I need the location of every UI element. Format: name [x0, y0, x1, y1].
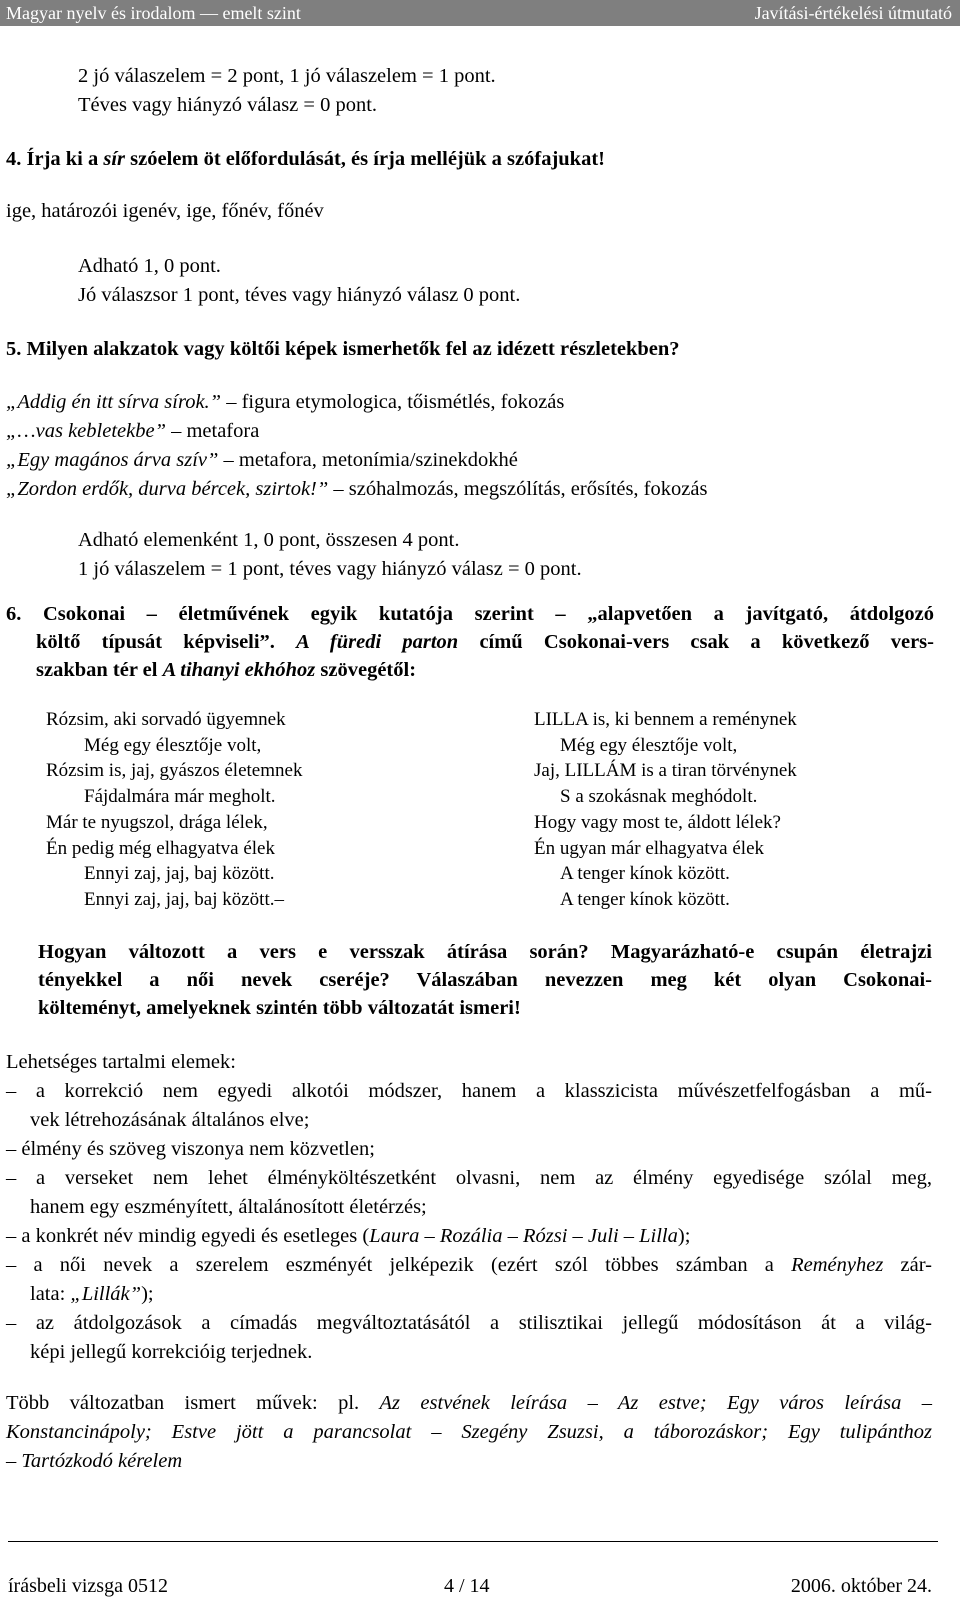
footer-page-number: 4 / 14 [444, 1575, 490, 1597]
q5-row: „Zordon erdők, durva bércek, szirtok!” – szóhalmozás, megszólítás, erősítés, fokozás [6, 478, 708, 500]
content-heading: Lehetséges tartalmi elemek: [6, 1051, 236, 1073]
content-item-cont: hanem egy eszményített, általánosított életérzés; [30, 1196, 427, 1218]
question-6-line-2: költő típusát képviseli”. A füredi parton című Csokonai-vers csak a következő vers- [36, 631, 934, 653]
task-question-line-3: költeményt, amelyeknek szintén több változatát ismeri! [38, 997, 521, 1019]
q5-row: „Addig én itt sírva sírok.” – figura etymologica, tőismétlés, fokozás [6, 391, 565, 413]
poem-line: Ennyi zaj, jaj, baj között. [84, 863, 275, 885]
header-doc-type: Javítási-értékelési útmutató [754, 3, 952, 23]
poem-title-2: A tihanyi ekhóhoz [162, 659, 316, 681]
content-item: – a női nevek a szerelem eszményét jelképezik (ezért szól többes számban a Reményhez zár- [6, 1254, 932, 1276]
works-line-2: Konstancinápoly; Estve jött a parancsolat – Szegény Zsuzsi, a táborozáskor; Egy tulipánthoz [6, 1421, 932, 1443]
works-line-1: Több változatban ismert művek: pl. Az estvének leírása – Az estve; Egy város leírása – [6, 1392, 932, 1414]
task-question-line-2: tényekkel a női nevek cseréje? Válaszában nevezzen meg két olyan Csokonai- [38, 969, 932, 991]
poem-left [46, 707, 302, 913]
question-6-line-3: szakban tér el A tihanyi ekhóhoz szövegétől: [36, 659, 417, 681]
poem-line: Én pedig még elhagyatva élek [46, 837, 275, 859]
poem-line: Ennyi zaj, jaj, baj között.– [84, 888, 284, 910]
content-item: – a konkrét név mindig egyedi és esetleges (Laura – Rozália – Rózsi – Juli – Lilla); [6, 1225, 691, 1247]
poem-line: Még egy élesztője volt, [84, 734, 262, 756]
task-question-line-1: Hogyan változott a vers e versszak átírása során? Magyarázható-e csupán életrajzi [38, 941, 932, 963]
poem-line: S a szokásnak meghódolt. [560, 786, 758, 808]
q5-row: „…vas kebletekbe” – metafora [6, 420, 260, 442]
works-line-3: – Tartózkodó kérelem [6, 1450, 183, 1472]
poem-line: Rózsim is, jaj, gyászos életemnek [46, 760, 303, 782]
footer-exam-code: írásbeli vizsga 0512 [8, 1575, 168, 1597]
content-item-cont: vek létrehozásának általános elve; [30, 1109, 310, 1131]
q5-score-1: Adható elemenként 1, 0 pont, összesen 4 pont. [78, 529, 460, 551]
q4-word: sír [103, 148, 126, 170]
poem-line: A tenger kínok között. [560, 863, 730, 885]
page-header [0, 0, 960, 26]
poem-line: Hogy vagy most te, áldott lélek? [534, 811, 781, 833]
poem-title-1: A füredi parton [296, 631, 459, 653]
scoring-line-1: 2 jó válaszelem = 2 pont, 1 jó válaszelem = 1 pont. [78, 65, 496, 87]
poem-line: Jaj, LILLÁM is a tiran törvénynek [534, 760, 797, 782]
q4-score-2: Jó válaszsor 1 pont, téves vagy hiányzó válasz 0 pont. [78, 284, 521, 306]
question-5: 5. Milyen alakzatok vagy költői képek ismerhetők fel az idézett részletekben? [6, 338, 680, 360]
content-item: – az átdolgozások a címadás megváltoztatásától a stilisztikai jellegű módosításon át a világ- [6, 1312, 932, 1334]
poem-line: Még egy élesztője volt, [560, 734, 738, 756]
poem-line: LILLA is, ki bennem a reménynek [534, 709, 797, 730]
question-6-line-1: 6. Csokonai – életművének egyik kutatója szerint – „alapvetően a javítgató, átdolgozó [6, 603, 934, 625]
poem-line: Én ugyan már elhagyatva élek [534, 837, 765, 859]
q4-score-1: Adható 1, 0 pont. [78, 255, 221, 277]
poem-line: A tenger kínok között. [560, 888, 730, 910]
content-item: – a verseket nem lehet élményköltészetként olvasni, nem az élmény egyedisége szólal meg, [6, 1167, 932, 1189]
poem-line: Fájdalmára már megholt. [84, 786, 276, 808]
q5-row: „Egy magános árva szív” – metafora, metonímia/szinekdokhé [6, 449, 518, 471]
scoring-line-2: Téves vagy hiányzó válasz = 0 pont. [78, 94, 378, 116]
q4-answer: ige, határozói igenév, ige, főnév, főnév [6, 200, 324, 222]
q5-score-2: 1 jó válaszelem = 1 pont, téves vagy hiányzó válasz = 0 pont. [78, 558, 582, 580]
content-item-cont: képi jellegű korrekcióig terjednek. [30, 1341, 313, 1363]
poem-line: Rózsim, aki sorvadó ügyemnek [46, 709, 286, 730]
content-item: – a korrekció nem egyedi alkotói módszer, hanem a klasszicista művészetfelfogásban a mű- [6, 1080, 932, 1102]
content-item-cont: lata: „Lillák”); [30, 1283, 154, 1305]
question-4: 4. Írja ki a sír szóelem öt előfordulását, és írja melléjük a szófajukat! [6, 148, 605, 170]
header-subject: Magyar nyelv és irodalom — emelt szint [6, 3, 301, 23]
poem-line: Már te nyugszol, drága lélek, [46, 811, 268, 833]
footer-divider [8, 1541, 938, 1542]
content-item: – élmény és szöveg viszonya nem közvetlen; [6, 1138, 375, 1160]
poem-right [534, 707, 797, 913]
footer-date: 2006. október 24. [790, 1575, 932, 1597]
